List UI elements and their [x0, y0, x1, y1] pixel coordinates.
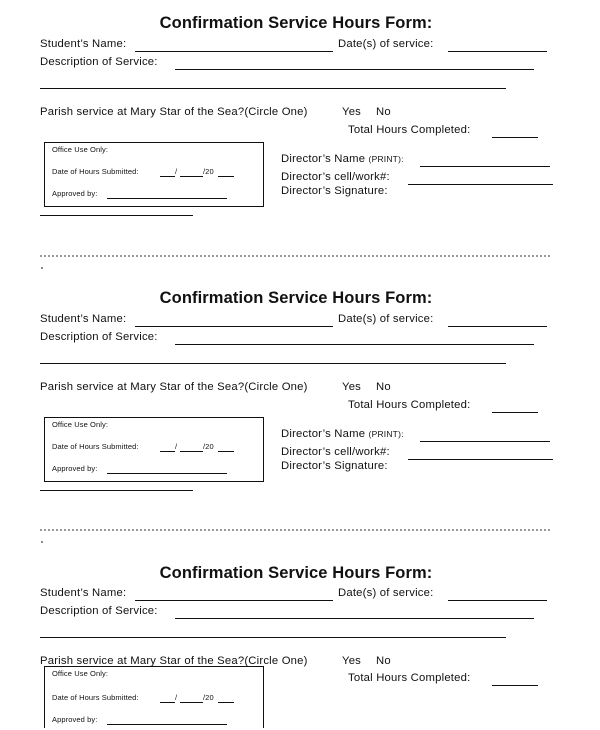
description-field-line-1[interactable]	[175, 344, 534, 345]
date-submitted-day-field[interactable]	[180, 451, 203, 452]
office-use-label: Office Use Only:	[52, 145, 109, 154]
director-cell-label: Director’s cell/work#:	[281, 171, 390, 183]
office-use-label: Office Use Only:	[52, 420, 109, 429]
service-hours-form-3	[0, 550, 600, 730]
dates-of-service-field[interactable]	[448, 600, 547, 601]
yes-option[interactable]: Yes	[342, 655, 362, 667]
total-hours-label: Total Hours Completed:	[348, 124, 471, 136]
description-field-line-2[interactable]	[40, 637, 506, 638]
approved-by-label: Approved by:	[52, 464, 98, 473]
dates-of-service-label: Date(s) of service:	[338, 313, 434, 325]
office-underline	[40, 215, 193, 216]
director-print-note: (PRINT):	[368, 154, 404, 164]
director-name-label	[281, 153, 404, 165]
student-name-label: Student’s Name:	[40, 587, 127, 599]
director-cell-label: Director’s cell/work#:	[281, 446, 390, 458]
total-hours-field[interactable]	[492, 137, 538, 138]
date-submitted-month-field[interactable]	[160, 702, 175, 703]
description-label: Description of Service:	[40, 56, 158, 68]
date-year-prefix: /20	[203, 693, 214, 702]
director-signature-label: Director’s Signature:	[281, 460, 388, 472]
date-year-prefix: /20	[203, 442, 214, 451]
student-name-label: Student’s Name:	[40, 38, 127, 50]
office-use-box	[44, 142, 264, 207]
description-label: Description of Service:	[40, 331, 158, 343]
yes-option[interactable]: Yes	[342, 106, 362, 118]
office-use-box	[44, 417, 264, 482]
date-submitted-label: Date of Hours Submitted:	[52, 167, 139, 176]
approved-by-label: Approved by:	[52, 715, 98, 724]
dates-of-service-label: Date(s) of service:	[338, 38, 434, 50]
date-submitted-year-field[interactable]	[218, 702, 234, 703]
description-field-line-1[interactable]	[175, 618, 534, 619]
date-submitted-year-field[interactable]	[218, 176, 234, 177]
date-submitted-label: Date of Hours Submitted:	[52, 442, 139, 451]
cut-line-marker-2	[41, 541, 43, 543]
student-name-field[interactable]	[135, 600, 333, 601]
date-submitted-month-field[interactable]	[160, 176, 175, 177]
dates-of-service-label: Date(s) of service:	[338, 587, 434, 599]
date-year-prefix: /20	[203, 167, 214, 176]
date-slash: /	[175, 693, 178, 702]
office-underline	[40, 490, 193, 491]
date-submitted-month-field[interactable]	[160, 451, 175, 452]
service-hours-form-1	[0, 0, 600, 240]
total-hours-field[interactable]	[492, 685, 538, 686]
no-option[interactable]: No	[376, 106, 391, 118]
date-submitted-year-field[interactable]	[218, 451, 234, 452]
description-field-line-2[interactable]	[40, 88, 506, 89]
office-use-label: Office Use Only:	[52, 669, 109, 678]
director-name-field[interactable]	[420, 441, 550, 442]
approved-by-field[interactable]	[107, 724, 227, 725]
director-cell-field[interactable]	[408, 459, 553, 460]
no-option[interactable]: No	[376, 655, 391, 667]
date-submitted-label: Date of Hours Submitted:	[52, 693, 139, 702]
cut-line-marker-1	[41, 267, 43, 269]
total-hours-field[interactable]	[492, 412, 538, 413]
director-name-text: Director’s Name	[281, 153, 366, 165]
total-hours-label: Total Hours Completed:	[348, 672, 471, 684]
form-title: Confirmation Service Hours Form:	[159, 14, 433, 32]
director-name-label	[281, 428, 404, 440]
approved-by-field[interactable]	[107, 473, 227, 474]
form-title: Confirmation Service Hours Form:	[159, 289, 433, 307]
description-field-line-1[interactable]	[175, 69, 534, 70]
description-field-line-2[interactable]	[40, 363, 506, 364]
student-name-label: Student’s Name:	[40, 313, 127, 325]
director-print-note: (PRINT):	[368, 429, 404, 439]
dates-of-service-field[interactable]	[448, 51, 547, 52]
approved-by-label: Approved by:	[52, 189, 98, 198]
total-hours-label: Total Hours Completed:	[348, 399, 471, 411]
date-submitted-day-field[interactable]	[180, 702, 203, 703]
yes-option[interactable]: Yes	[342, 381, 362, 393]
description-label: Description of Service:	[40, 605, 158, 617]
parish-service-label: Parish service at Mary Star of the Sea?(Circle One)	[40, 381, 308, 393]
parish-service-label: Parish service at Mary Star of the Sea?(Circle One)	[40, 106, 308, 118]
date-submitted-day-field[interactable]	[180, 176, 203, 177]
parish-service-label: Parish service at Mary Star of the Sea?(Circle One)	[40, 655, 308, 667]
dates-of-service-field[interactable]	[448, 326, 547, 327]
cut-line-2	[40, 529, 550, 531]
office-use-box	[44, 666, 264, 728]
date-slash: /	[175, 167, 178, 176]
service-hours-form-2	[0, 275, 600, 515]
no-option[interactable]: No	[376, 381, 391, 393]
director-name-text: Director’s Name	[281, 428, 366, 440]
director-cell-field[interactable]	[408, 184, 553, 185]
director-signature-label: Director’s Signature:	[281, 185, 388, 197]
approved-by-field[interactable]	[107, 198, 227, 199]
director-name-field[interactable]	[420, 166, 550, 167]
student-name-field[interactable]	[135, 51, 333, 52]
form-title: Confirmation Service Hours Form:	[159, 564, 433, 582]
date-slash: /	[175, 442, 178, 451]
student-name-field[interactable]	[135, 326, 333, 327]
cut-line-1	[40, 255, 550, 257]
